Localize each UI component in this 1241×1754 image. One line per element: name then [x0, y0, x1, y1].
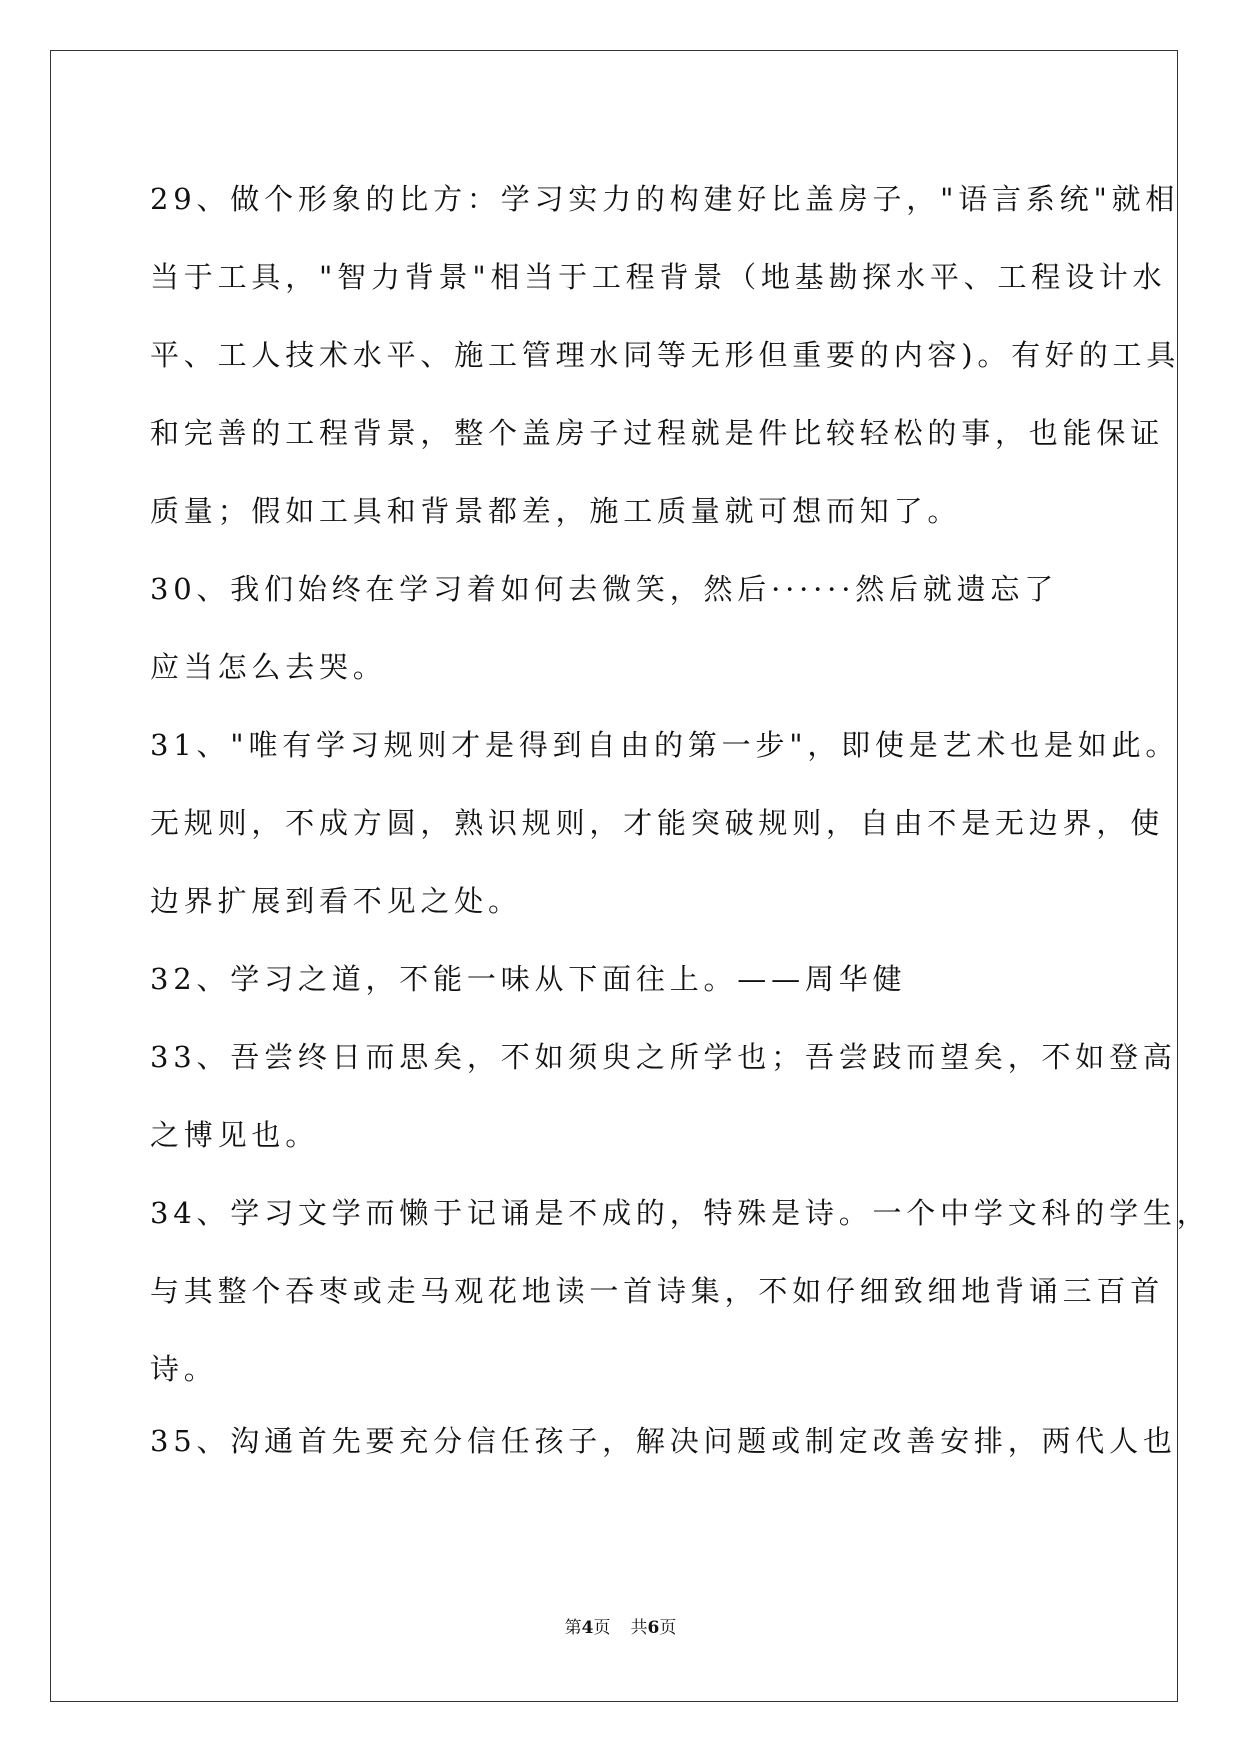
- text-line: 33、吾尝终日而思矣，不如须臾之所学也；吾尝跂而望矣，不如登高: [150, 1040, 1177, 1074]
- total-pages-number: 6: [647, 1618, 660, 1638]
- text-line: 和完善的工程背景，整个盖房子过程就是件比较轻松的事，也能保证: [150, 416, 1165, 450]
- text-line: 质量；假如工具和背景都差，施工质量就可想而知了。: [150, 494, 962, 528]
- text-line: 当于工具，"智力背景"相当于工程背景（地基勘探水平、工程设计水: [150, 260, 1167, 294]
- text-line: 诗。: [150, 1352, 218, 1386]
- text-line: 35、沟通首先要充分信任孩子，解决问题或制定改善安排，两代人也: [150, 1424, 1177, 1458]
- text-line: 34、学习文学而懒于记诵是不成的，特殊是诗。一个中学文科的学生，: [150, 1196, 1211, 1230]
- current-page-number: 4: [581, 1618, 594, 1638]
- text-line: 32、学习之道，不能一味从下面往上。——周华健: [150, 962, 907, 996]
- footer-page-word: 页: [593, 1618, 611, 1638]
- text-line: 与其整个吞枣或走马观花地读一首诗集，不如仔细致细地背诵三百首: [150, 1274, 1165, 1308]
- text-line: 31、"唯有学习规则才是得到自由的第一步"，即使是艺术也是如此。: [150, 728, 1180, 762]
- text-line: 29、做个形象的比方：学习实力的构建好比盖房子，"语言系统"就相: [150, 182, 1180, 216]
- text-line: 30、我们始终在学习着如何去微笑，然后······然后就遗忘了: [150, 572, 1059, 606]
- text-line: 之博见也。: [150, 1118, 320, 1152]
- document-body: [150, 160, 1211, 1474]
- text-line: 平、工人技术水平、施工管理水同等无形但重要的内容)。有好的工具: [150, 338, 1181, 372]
- page-footer: [0, 1613, 1241, 1638]
- footer-total-suffix: 页: [659, 1618, 677, 1638]
- footer-total-prefix: 共: [630, 1618, 648, 1638]
- footer-prefix: 第: [564, 1618, 582, 1638]
- text-line: 应当怎么去哭。: [150, 650, 387, 684]
- text-line: 边界扩展到看不见之处。: [150, 884, 522, 918]
- text-line: 无规则，不成方圆，熟识规则，才能突破规则，自由不是无边界，使: [150, 806, 1165, 840]
